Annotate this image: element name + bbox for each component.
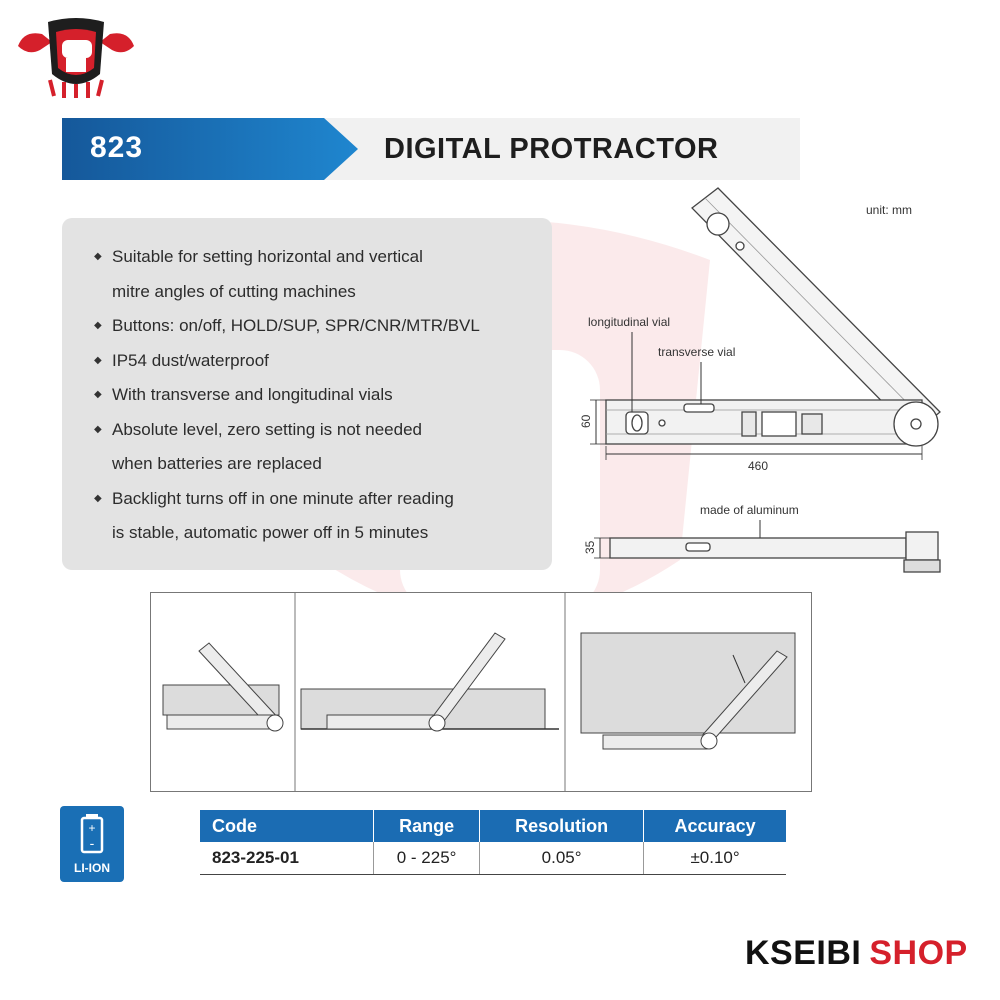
length-dimension: 460: [748, 459, 769, 473]
table-row: [200, 842, 786, 875]
protractor-diagram: [570, 180, 960, 580]
header-range: Range: [374, 810, 480, 842]
feature-item: [94, 309, 552, 344]
battery-label: LI-ION: [74, 861, 110, 875]
header-accuracy: Accuracy: [644, 810, 786, 842]
usage-illustrations: [150, 592, 812, 792]
battery-icon: [60, 806, 124, 862]
spec-table: [200, 810, 786, 875]
cell-code: 823-225-01: [200, 842, 374, 875]
svg-text:+: +: [88, 821, 96, 835]
feature-item: [94, 240, 552, 309]
brand-first: KSEIBI: [745, 934, 862, 972]
header-code: Code: [200, 810, 374, 842]
thickness-dimension: 35: [583, 540, 597, 554]
brand-logo: [745, 934, 968, 973]
feature-text: mitre angles of cutting machines: [112, 281, 356, 301]
feature-text: when batteries are replaced: [112, 454, 322, 473]
feature-text: ◆ Absolute level, zero setting is not needed: [112, 419, 422, 439]
model-number: 823: [90, 131, 144, 164]
features-panel: [62, 218, 552, 570]
feature-text: ◆ Suitable for setting horizontal and vertical: [112, 247, 423, 266]
feature-item: [94, 413, 552, 482]
transverse-vial-label: transverse vial: [658, 345, 736, 359]
fist-wrench-logo: [14, 16, 138, 98]
feature-text: ◆ With transverse and longitudinal vials: [112, 385, 393, 404]
cell-accuracy: ±0.10°: [644, 842, 786, 875]
longitudinal-vial-label: longitudinal vial: [588, 315, 671, 329]
svg-text:-: -: [89, 835, 95, 851]
material-label: made of aluminum: [700, 503, 799, 517]
cell-resolution: 0.05°: [480, 842, 644, 875]
header-resolution: Resolution: [480, 810, 644, 842]
feature-item: [94, 344, 552, 379]
cell-range: 0 - 225°: [374, 842, 480, 875]
feature-item: [94, 482, 552, 551]
unit-label: unit: mm: [866, 203, 913, 217]
feature-item: [94, 378, 552, 413]
usage-scenes: [151, 593, 811, 791]
feature-list: [62, 218, 552, 551]
height-dimension: 60: [579, 414, 593, 428]
feature-text: ◆ Buttons: on/off, HOLD/SUP, SPR/CNR/MTR/BVL: [112, 316, 480, 335]
page-title: DIGITAL PROTRACTOR: [384, 133, 719, 165]
brand-second: SHOP: [869, 934, 968, 972]
feature-text: ◆ IP54 dust/waterproof: [112, 350, 269, 370]
feature-text: is stable, automatic power off in 5 minutes: [112, 523, 429, 542]
feature-text: ◆ Backlight turns off in one minute after reading: [112, 488, 454, 508]
